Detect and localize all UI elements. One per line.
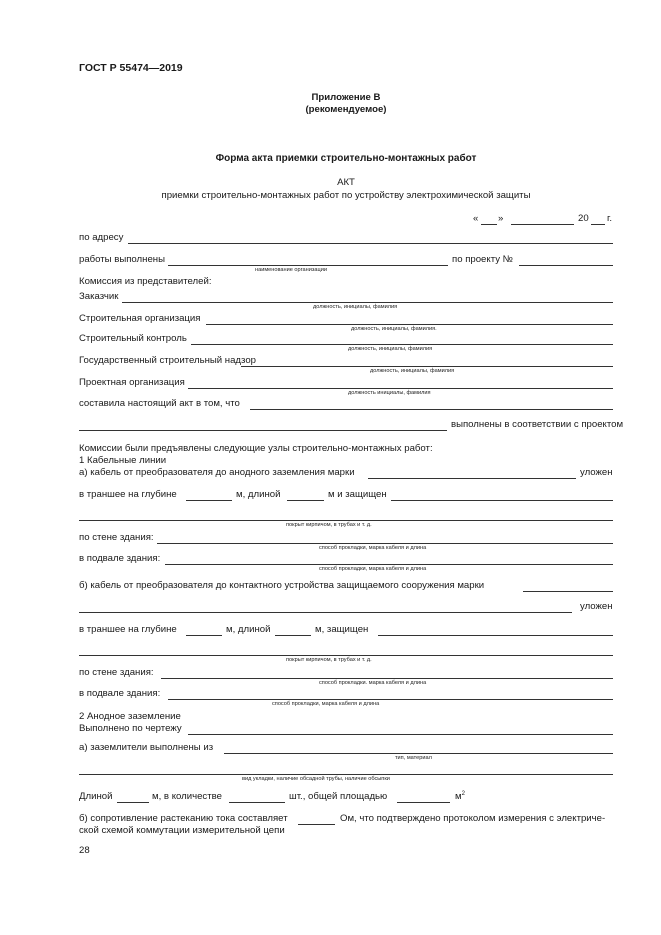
wall-a-label: по стене здания:: [79, 532, 154, 543]
per-drawing-label: Выполнено по чертежу: [79, 723, 182, 734]
per-drawing-blank: [188, 734, 613, 735]
cable-b-laid: уложен: [580, 601, 613, 612]
area-label: шт., общей площадью: [289, 791, 388, 802]
cable-a-brand-blank: [368, 478, 576, 479]
caption-customer: должность, инициалы, фамилия: [313, 304, 398, 310]
act-made-blank: [250, 409, 613, 410]
caption-control: должность, инициалы, фамилия: [348, 346, 433, 352]
design-org-blank: [188, 388, 613, 389]
trench-b-length-blank: [275, 635, 311, 636]
works-done-blank: [168, 265, 448, 266]
design-org-label: Проектная организация: [79, 377, 185, 388]
grounders-laying-blank: [79, 774, 613, 775]
caption-type: тип, материал: [395, 755, 432, 761]
caption-method-a2: способ прокладки, марка кабеля и длина: [319, 566, 427, 572]
supervision-label: Государственный строительный надзор: [79, 355, 256, 366]
act-made-blank-2: [79, 430, 447, 431]
act-made-label: составила настоящий акт в том, что: [79, 398, 240, 409]
trench-a-length-label: м, длиной: [236, 489, 281, 500]
form-title: Форма акта приемки строительно-монтажных работ: [215, 153, 477, 164]
date-quote-close: »: [498, 213, 504, 224]
act-subject: приемки строительно-монтажных работ по устройству электрохимической защиты: [161, 190, 531, 201]
basement-b-label: в подвале здания:: [79, 688, 161, 699]
quantity-label: м, в количестве: [152, 791, 222, 802]
quantity-blank: [229, 802, 285, 803]
control-blank: [191, 344, 613, 345]
address-label: по адресу: [79, 232, 124, 243]
resistance-blank: [298, 824, 335, 825]
cables-heading: 1 Кабельные линии: [79, 455, 167, 466]
builder-label: Строительная организация: [79, 313, 201, 324]
basement-a-label: в подвале здания:: [79, 553, 161, 564]
wall-a-blank: [157, 543, 613, 544]
customer-label: Заказчик: [79, 291, 119, 302]
caption-design-org: должность инициалы, фамилия: [348, 390, 431, 396]
done-per-project-label: выполнены в соответствии с проектом: [451, 419, 624, 430]
trench-a-depth-blank: [186, 500, 232, 501]
cable-b-brand-blank: [523, 591, 613, 592]
appendix-subtitle: (рекомендуемое): [305, 104, 387, 115]
address-blank: [128, 243, 613, 244]
caption-method-a1: способ прокладки, марка кабеля и длина: [319, 545, 427, 551]
cable-a-label: а) кабель от преобразователя до анодного заземления марки: [79, 467, 355, 478]
standard-code: ГОСТ Р 55474—2019: [79, 62, 183, 74]
trench-b-depth-blank: [186, 635, 222, 636]
caption-supervision: должность, инициалы, фамилия: [370, 368, 455, 374]
builder-blank: [206, 324, 613, 325]
trench-a-protection-blank: [391, 500, 613, 501]
caption-method-b2: способ прокладки, марка кабеля и длина: [272, 701, 380, 707]
date-day-blank: [481, 224, 497, 225]
caption-org-name: наименование организации: [255, 267, 327, 273]
wall-b-label: по стене здания:: [79, 667, 154, 678]
supervision-blank: [241, 366, 613, 367]
length-label: Длиной: [79, 791, 113, 802]
date-year-suffix: г.: [607, 213, 612, 224]
trench-b-protected-label: м, защищен: [315, 624, 369, 635]
caption-laying: вид укладки, наличие обсадной трубы, наличие обсыпки: [242, 776, 390, 782]
basement-b-blank: [168, 699, 613, 700]
resistance-text-2: ской схемой коммутации измерительной цепи: [79, 825, 285, 836]
basement-a-blank: [165, 564, 613, 565]
resistance-label: б) сопротивление растеканию тока составляет: [79, 813, 288, 824]
area-unit: $м^2$: [455, 790, 465, 802]
date-century: 20: [578, 213, 589, 224]
caption-builder: должность, инициалы, фамилия.: [351, 326, 437, 332]
cable-a-protection-blank-2: [79, 520, 613, 521]
works-done-label: работы выполнены: [79, 254, 165, 265]
grounders-label: а) заземлители выполнены из: [79, 742, 214, 753]
cable-b-label: б) кабель от преобразователя до контактного устройства защищаемого сооружения марки: [79, 580, 485, 591]
date-quote-open: «: [473, 213, 479, 224]
area-blank: [397, 802, 450, 803]
grounders-blank: [224, 753, 613, 754]
page-number: 28: [79, 845, 90, 856]
cable-b-brand-blank-2: [79, 612, 572, 613]
caption-brick-b: покрыт кирпичом, в трубах и т. д.: [286, 657, 372, 663]
trench-a-label: в траншее на глубине: [79, 489, 177, 500]
cable-b-protection-blank-2: [79, 655, 613, 656]
project-number-blank: [519, 265, 613, 266]
caption-method-b1: способ прокладки. марка кабеля и длина: [319, 680, 427, 686]
trench-b-protection-blank: [378, 635, 613, 636]
trench-b-label: в траншее на глубине: [79, 624, 177, 635]
cable-a-laid: уложен: [580, 467, 613, 478]
trench-a-length-blank: [287, 500, 324, 501]
act-heading: АКТ: [337, 177, 355, 188]
appendix-title: Приложение В: [311, 92, 381, 103]
control-label: Строительный контроль: [79, 333, 187, 344]
presented-label: Комиссии были предъявлены следующие узлы строительно-монтажных работ:: [79, 443, 433, 454]
commission-label: Комиссия из представителей:: [79, 276, 212, 287]
resistance-text: Ом, что подтверждено протоколом измерения с электриче-: [340, 813, 606, 824]
customer-blank: [122, 302, 613, 303]
anode-heading: 2 Анодное заземление: [79, 711, 181, 722]
project-label: по проекту №: [452, 254, 513, 265]
date-month-blank: [511, 224, 574, 225]
trench-b-length-label: м, длиной: [226, 624, 271, 635]
date-year-blank: [591, 224, 605, 225]
wall-b-blank: [161, 678, 613, 679]
length-blank: [117, 802, 149, 803]
trench-a-protected-label: м и защищен: [328, 489, 387, 500]
caption-brick-a: покрыт кирпичом, в трубах и т. д.: [286, 522, 372, 528]
